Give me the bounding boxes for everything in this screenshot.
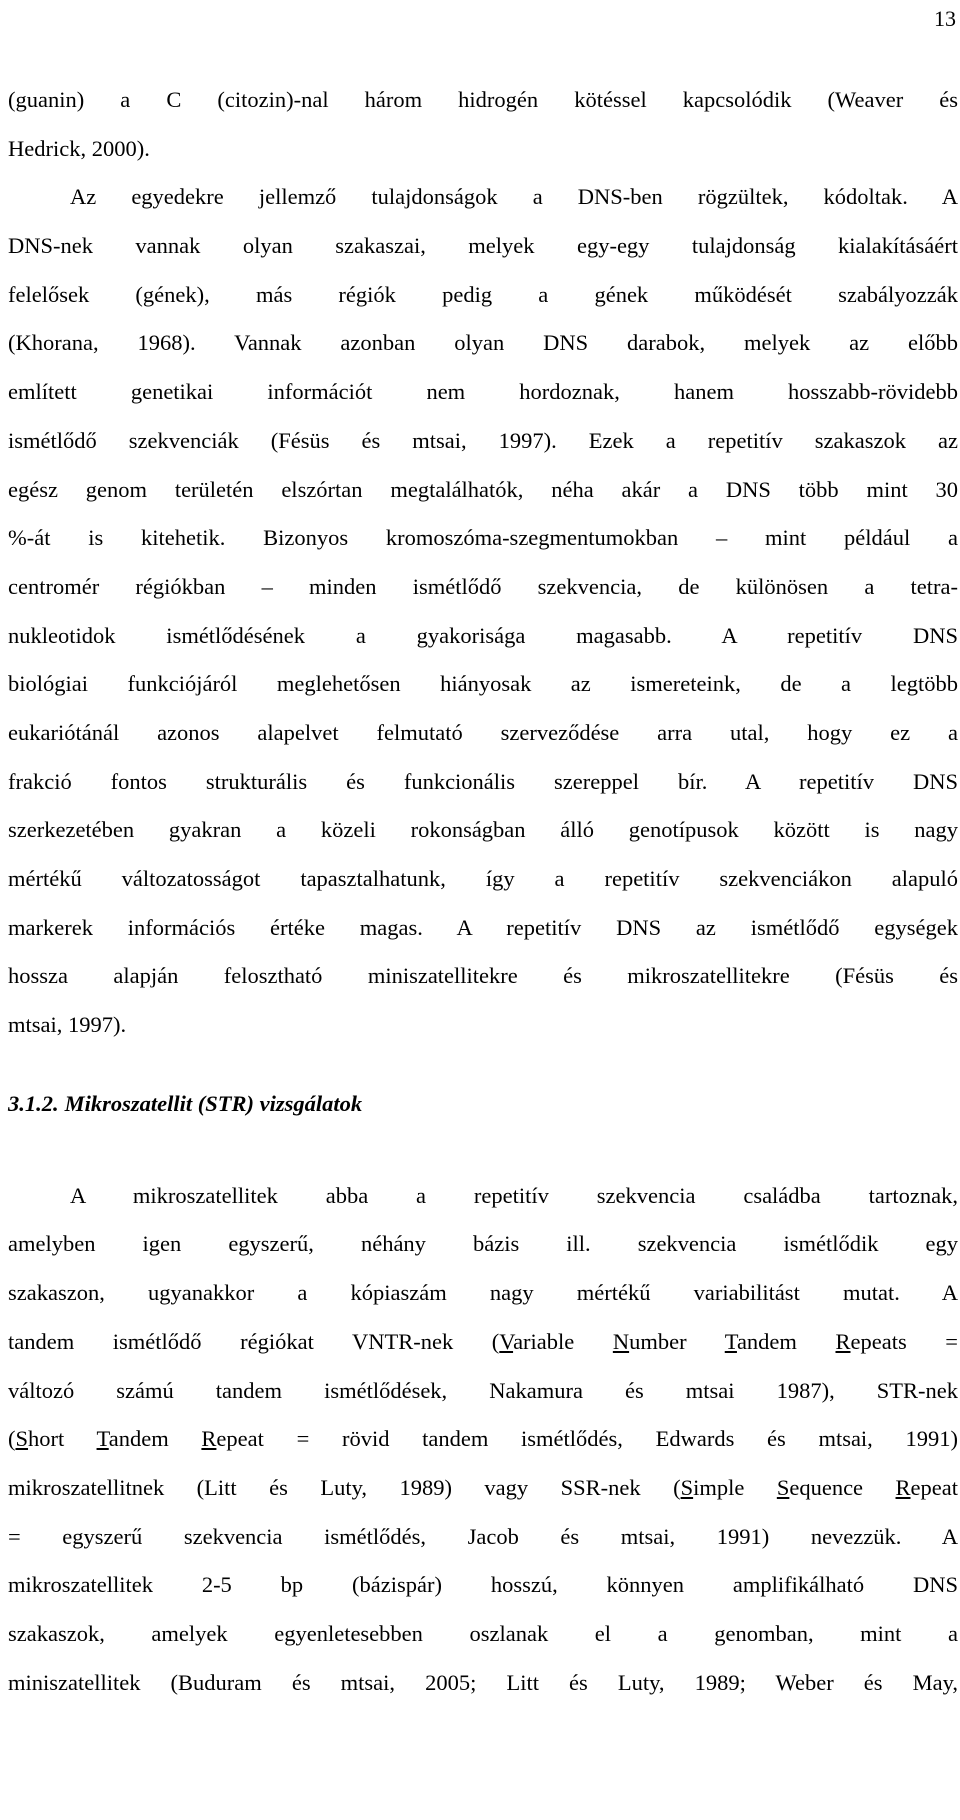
acronym-letter: T (96, 1426, 109, 1452)
text-run: epeat (910, 1474, 958, 1500)
spacer (8, 1050, 958, 1080)
paragraph-3 (8, 1172, 958, 1708)
section-title: Mikroszatellit (STR) vizsgálatok (64, 1090, 363, 1116)
text-line: frakció fontos strukturális és funkcionális szereppel bír. A repetitív DNS (8, 768, 958, 794)
text-run: andem (736, 1328, 836, 1354)
spacer (8, 1128, 958, 1172)
text-line: A mikroszatellitek abba a repetitív szekvencia családba tartoznak, (70, 1182, 958, 1208)
text-line (8, 1415, 958, 1464)
text-line: egész genom területén elszórtan megtalálhatók, néha akár a DNS több mint 30 (8, 476, 958, 502)
text-line: szerkezetében gyakran a közeli rokonságban álló genotípusok között is nagy (8, 817, 958, 843)
acronym-letter: N (612, 1328, 630, 1354)
text-line: változó számú tandem ismétlődések, Nakamura és mtsai 1987), STR-nek (8, 1377, 958, 1403)
paragraph-2 (8, 173, 958, 1049)
text-run: epeats = (850, 1328, 958, 1354)
page-number: 13 (934, 6, 956, 31)
text-line: mikroszatellitek 2-5 bp (bázispár) hosszú, könnyen amplifikálható DNS (8, 1572, 958, 1598)
acronym-letter: V (499, 1328, 514, 1354)
text-line: Az egyedekre jellemző tulajdonságok a DNS-ben rögzültek, kódoltak. A (70, 184, 958, 210)
text-line: markerek információs értéke magas. A repetitív DNS az ismétlődő egységek (8, 914, 958, 940)
text-line (8, 1318, 958, 1367)
text-line: (Khorana, 1968). Vannak azonban olyan DNS darabok, melyek az előbb (8, 330, 958, 356)
acronym-letter: R (895, 1474, 911, 1500)
acronym-letter: S (776, 1474, 790, 1500)
text-run: tandem ismétlődő régiókat VNTR-nek ( (8, 1328, 500, 1354)
text-line: hossza alapján felosztható miniszatellitekre és mikroszatellitekre (Fésüs és (8, 963, 958, 989)
text-line (8, 1464, 958, 1513)
text-line: mtsai, 1997). (8, 1012, 127, 1038)
text-run: mikroszatellitnek (Litt és Luty, 1989) vagy SSR-nek ( (8, 1474, 681, 1500)
text-line: DNS-nek vannak olyan szakaszai, melyek egy-egy tulajdonság kialakításáért (8, 233, 958, 259)
text-line: felelősek (gének), más régiók pedig a gének működését szabályozzák (8, 281, 958, 307)
text-line: = egyszerű szekvencia ismétlődés, Jacob és mtsai, 1991) nevezzük. A (8, 1523, 958, 1549)
text-run: equence (789, 1474, 896, 1500)
paragraph-1 (8, 76, 958, 173)
text-line: említett genetikai információt nem hordoznak, hanem hosszabb-rövidebb (8, 379, 958, 405)
text-line: (guanin) a C (citozin)-nal három hidrogén kötéssel kapcsolódik (Weaver és (8, 87, 958, 112)
text-line: amelyben igen egyszerű, néhány bázis ill. szekvencia ismétlődik egy (8, 1231, 958, 1257)
text-line: centromér régiókban – minden ismétlődő szekvencia, de különösen a tetra- (8, 573, 958, 599)
acronym-letter: R (835, 1328, 851, 1354)
section-number: 3.1.2. (8, 1090, 59, 1116)
text-run: epeat = rövid tandem ismétlődés, Edwards és mtsai, 1991) (216, 1426, 958, 1452)
text-run: umber (629, 1328, 725, 1354)
acronym-letter: R (201, 1426, 217, 1452)
text-run: ariable (513, 1328, 613, 1354)
text-line: szakaszon, ugyanakkor a kópiaszám nagy mértékű variabilitást mutat. A (8, 1280, 958, 1306)
text-run: ( (8, 1426, 16, 1452)
text-line: mértékű változatosságot tapasztalhatunk, így a repetitív szekvenciákon alapuló (8, 866, 958, 891)
acronym-letter: S (680, 1474, 694, 1500)
acronym-letter: T (724, 1328, 737, 1354)
text-line: miniszatellitek (Buduram és mtsai, 2005; Litt és Luty, 1989; Weber és May, (8, 1669, 958, 1695)
text-run: andem (108, 1426, 202, 1452)
text-run: imple (693, 1474, 777, 1500)
text-run: hort (28, 1426, 97, 1452)
text-line: Hedrick, 2000). (8, 135, 150, 161)
text-line: ismétlődő szekvenciák (Fésüs és mtsai, 1997). Ezek a repetitív szakaszok az (8, 427, 958, 453)
text-line: eukariótánál azonos alapelvet felmutató szerveződése arra utal, hogy ez a (8, 719, 958, 745)
document-body (8, 76, 958, 1707)
section-heading (8, 1080, 958, 1128)
text-line: biológiai funkciójáról meglehetősen hiányosak az ismereteink, de a legtöbb (8, 671, 958, 697)
acronym-letter: S (15, 1426, 29, 1452)
text-line: nukleotidok ismétlődésének a gyakorisága magasabb. A repetitív DNS (8, 622, 958, 648)
text-line: szakaszok, amelyek egyenletesebben oszlanak el a genomban, mint a (8, 1620, 958, 1646)
text-line: %-át is kitehetik. Bizonyos kromoszóma-szegmentumokban – mint például a (8, 525, 958, 551)
